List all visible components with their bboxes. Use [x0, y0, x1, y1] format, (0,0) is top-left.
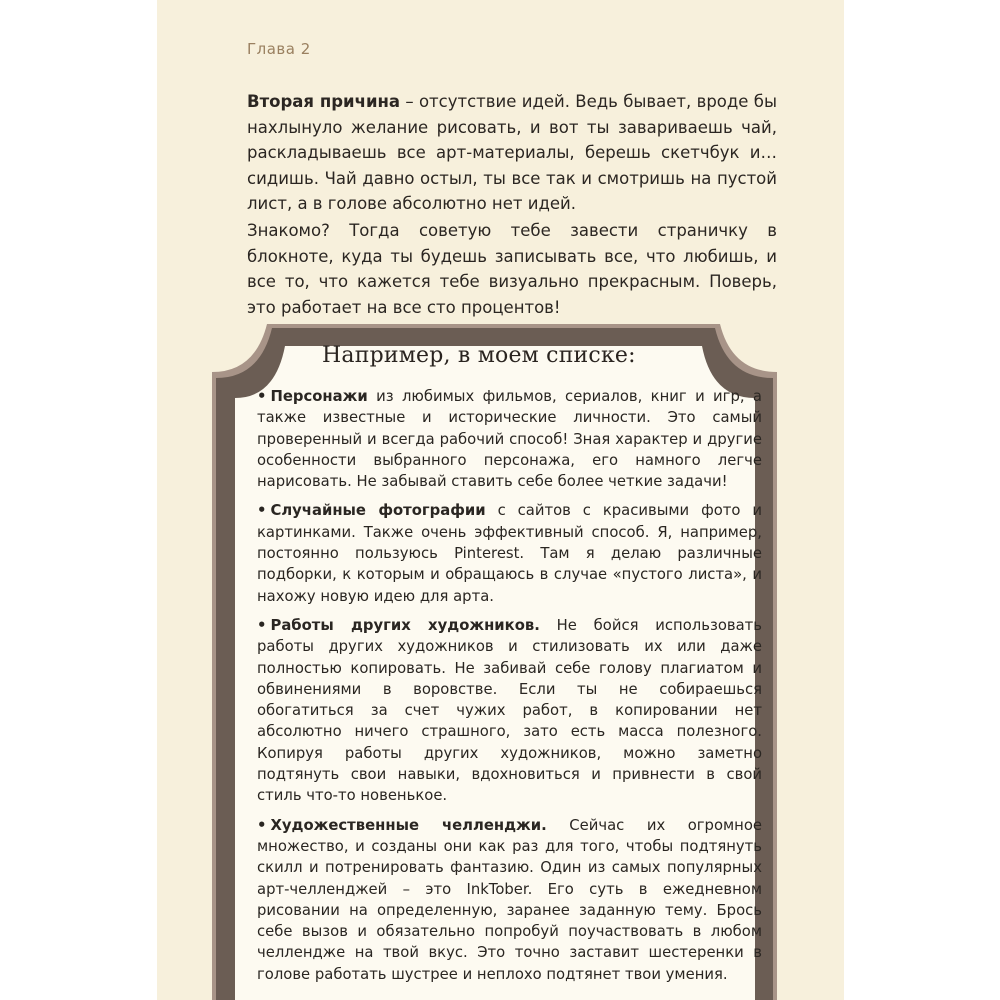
list-item-text: из любимых фильмов, сериалов, книг и игр, а также известные и исторические личности. Это самый проверенный и всегда рабочий способ! Зная характер и другие особенности выбранного персонажа, его намного легче нарисовать. Не забывай ставить себе более четкие задачи! — [257, 388, 762, 491]
intro-paragraph-1-text: – отсутствие идей. Ведь бывает, вроде бы нахлынуло желание рисовать, и вот ты завариваешь чай, раскладываешь все арт-материалы, берешь скетчбук и… сидишь. Чай давно остыл, ты все так и смотришь на пустой лист, а в голове абсолютно нет идей. — [247, 92, 777, 213]
bullet-icon: • — [257, 816, 267, 834]
idea-list — [257, 386, 762, 993]
list-item-heading: Персонажи — [270, 388, 368, 405]
list-item-text: Сейчас их огромное множество, и созданы они как раз для того, чтобы подтянуть скилл и потренировать фантазию. Один из самых популярных арт-челленджей – это InkTober. Его суть в ежедневном рисовании на определенную, заранее заданную тему. Брось себе вызов и обязательно попробуй поучаствовать в любом челлендже на твой вкус. Это точно заставит шестеренки в голове работать шустрее и неплохо подтянет твои умения. — [257, 816, 763, 983]
list-item — [257, 815, 762, 985]
chapter-label: Глава 2 — [247, 40, 311, 58]
bullet-icon: • — [257, 388, 267, 405]
bullet-icon: • — [257, 616, 267, 634]
intro-bold-phrase: Вторая причина — [247, 92, 401, 111]
box-title: Например, в моем списке: — [322, 343, 636, 368]
list-item-heading: Случайные фотографии — [270, 502, 486, 520]
list-item-heading: Художественные челленджи. — [270, 816, 547, 834]
bullet-icon: • — [257, 502, 267, 520]
list-item — [257, 500, 762, 606]
intro-paragraph-2: Знакомо? Тогда советую тебе завести страничку в блокноте, куда ты будешь записывать все, что любишь, и все то, что кажется тебе визуально прекрасным. Поверь, это работает на все сто процентов! — [247, 221, 777, 317]
list-item — [257, 386, 762, 492]
book-page — [157, 0, 844, 1000]
list-item-text: Не бойся использовать работы других художников и стилизовать их или даже полностью копировать. Не забивай себе голову плагиатом и обвинениями в воровстве. Если ты не собираешься обогатиться за счет чужих работ, в копировании нет абсолютно ничего страшного, зато есть масса полезного. Копируя работы других художников, можно заметно подтянуть свои навыки, вдохновиться и привнести в свой стиль что-то новенькое. — [257, 616, 762, 805]
list-item-heading: Работы других художников. — [270, 616, 540, 634]
list-item — [257, 615, 762, 807]
list-item-text: с сайтов с красивыми фото и картинками. Также очень эффективный способ. Я, например, постоянно пользуюсь Pinterest. Там я делаю различные подборки, к которым и обращаюсь в случае «пустого листа», и нахожу новую идею для арта. — [257, 502, 762, 605]
